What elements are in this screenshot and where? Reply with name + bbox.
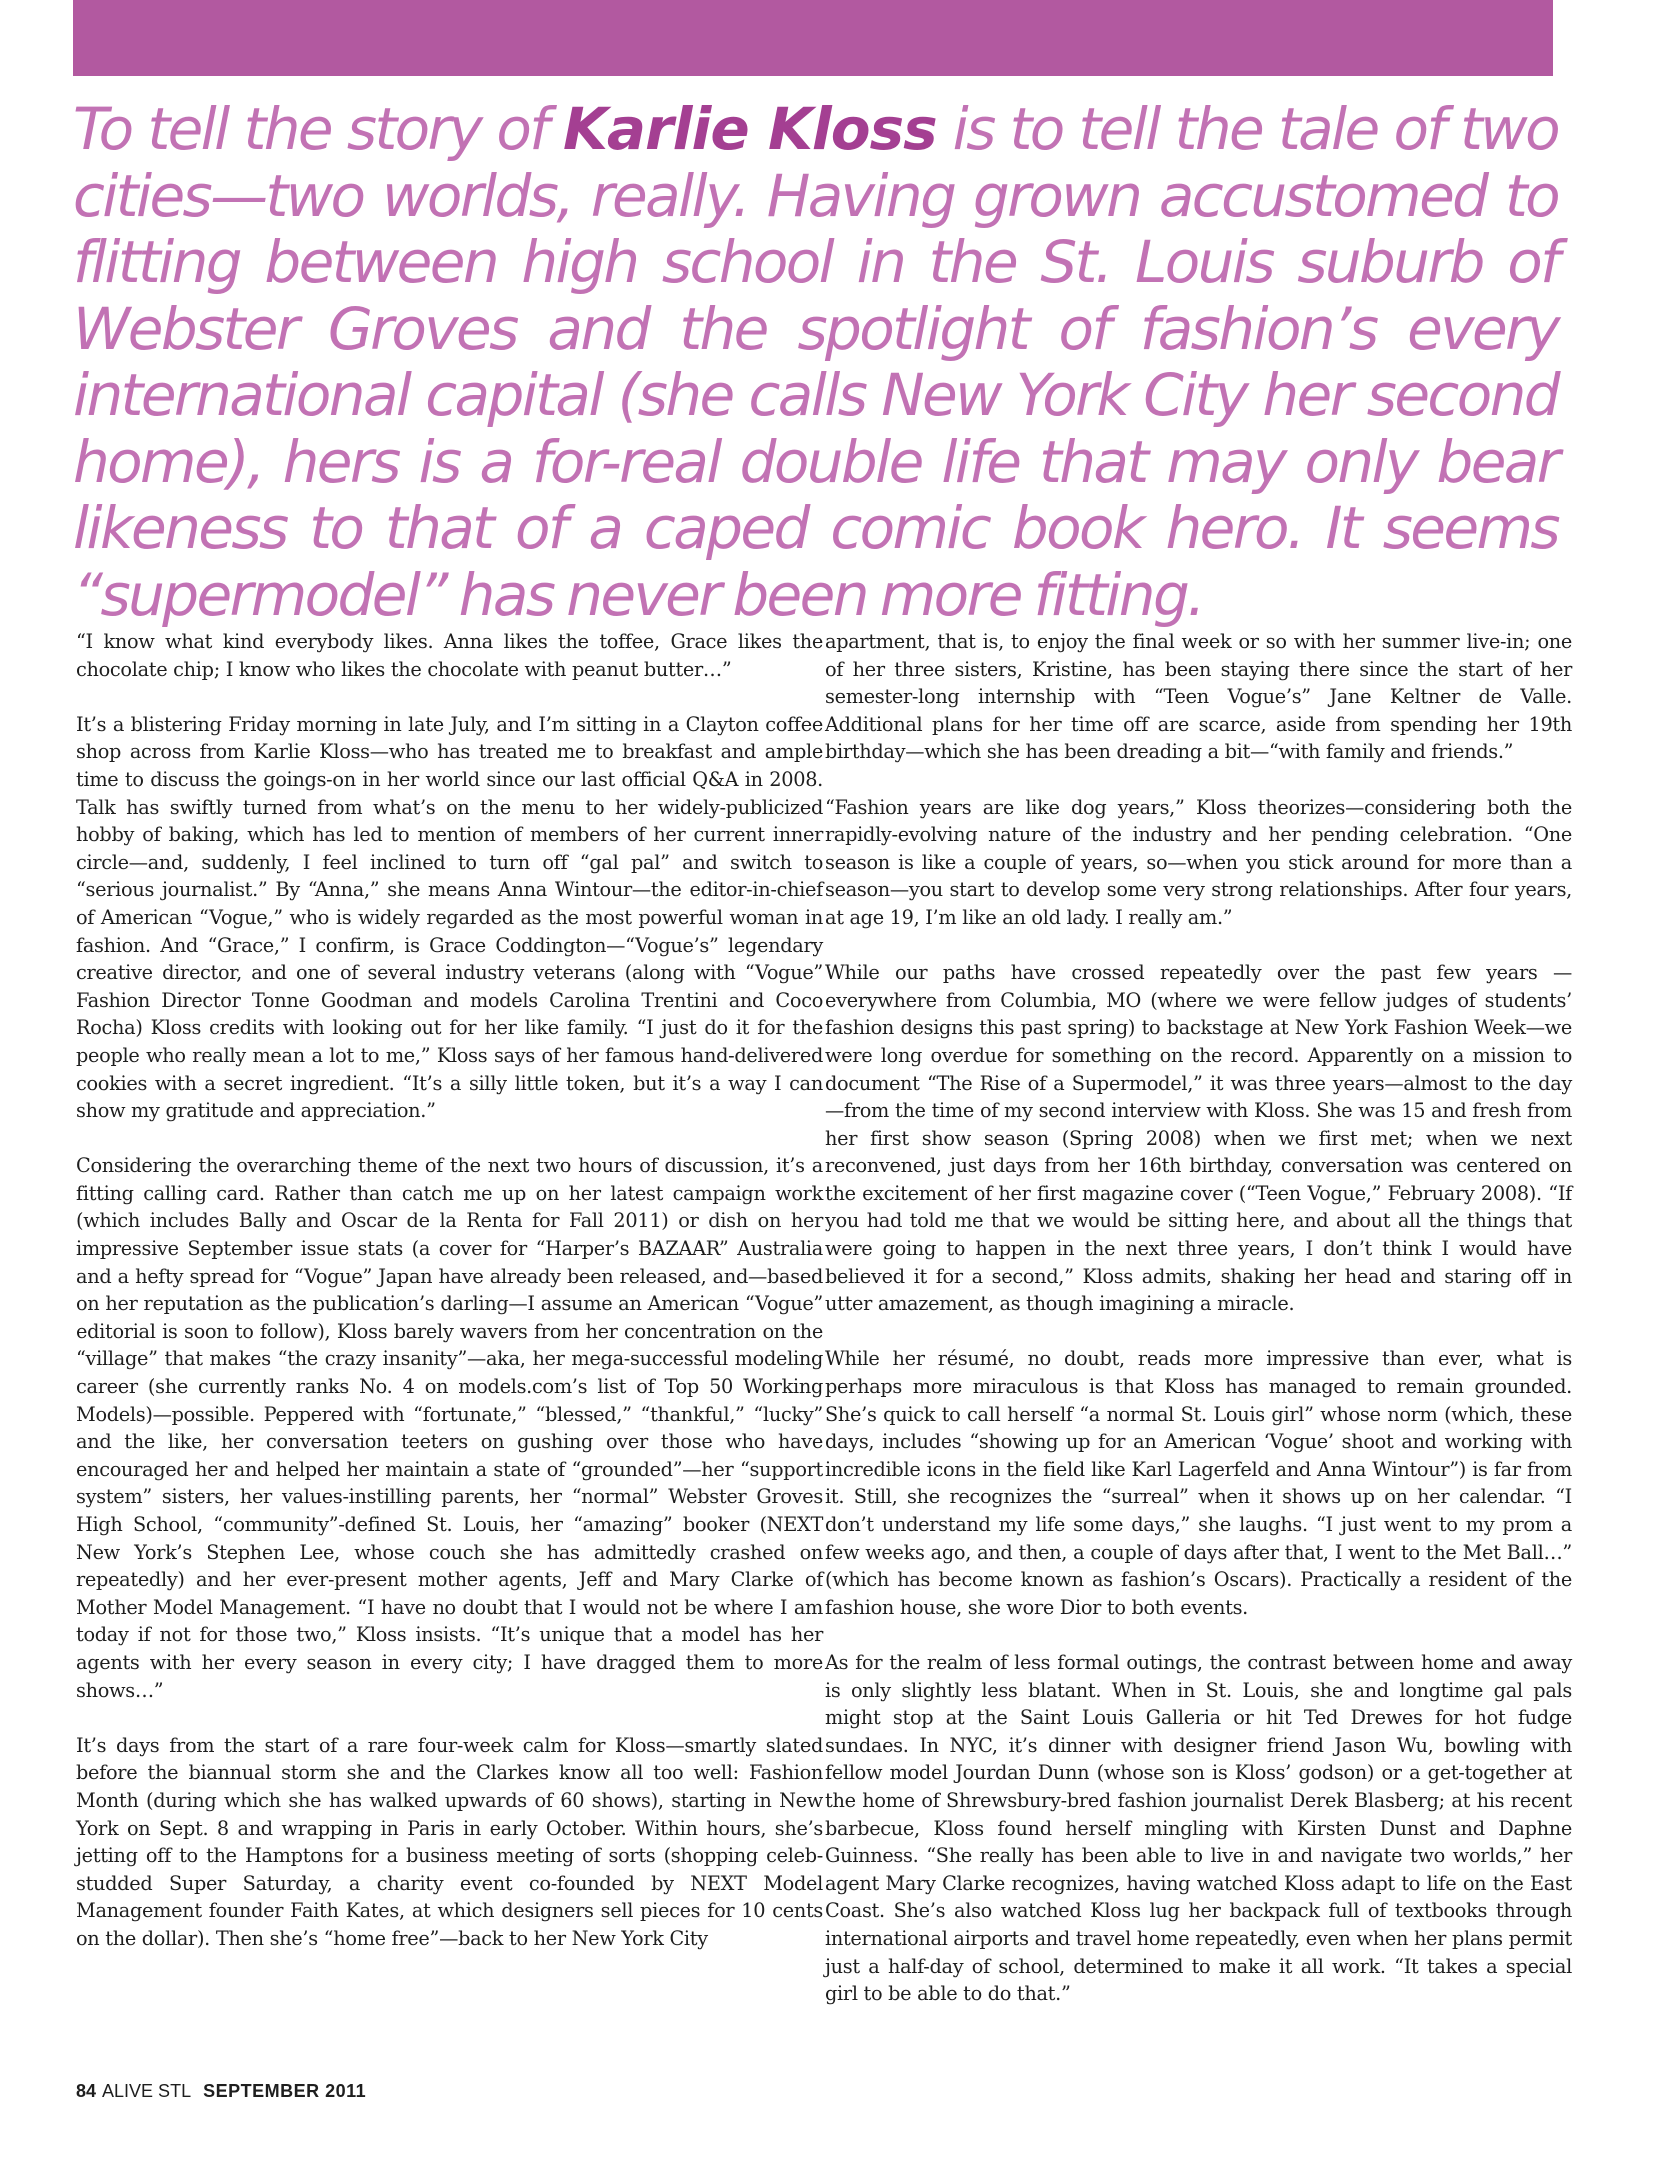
page-footer [76, 2081, 366, 2102]
header-color-bar [73, 0, 1553, 76]
body-paragraph: “I know what kind everybody likes. Anna likes the toffee, Grace likes the chocolate chip; I know who likes the chocolate with peanut butter…” [76, 630, 823, 681]
deck-intro-text: To tell the story of [73, 95, 563, 163]
body-paragraph: It’s a blistering Friday morning in late July, and I’m sitting in a Clayton coffee shop across from Karlie Kloss—who has treated me to breakfast and ample time to discuss the goings-on in her world since our last official Q&A in 2008. Talk has swiftly turned from what’s on the menu to her widely-publicized hobby of baking, which has led to mention of members of her current inner circle—and, suddenly, I feel inclined to turn off “gal pal” and switch to “serious journalist.” By “Anna,” she means Anna Wintour—the editor-in-chief of American “Vogue,” who is widely regarded as the most powerful woman in fashion. And “Grace,” I confirm, is Grace Coddington—“Vogue’s” legendary creative director, and one of several industry veterans (along with “Vogue” Fashion Director Tonne Goodman and models Carolina Trentini and Coco Rocha) Kloss credits with looking out for her like family. “I just do it for the people who really mean a lot to me,” Kloss says of her famous hand-delivered cookies with a secret ingredient. “It’s a silly little token, but it’s a way I can show my gratitude and appreciation.” [76, 712, 823, 1123]
deck-subject-name: Karlie Kloss [562, 95, 937, 163]
body-paragraph: apartment, that is, to enjoy the final week or so with her summer live-in; one of her three sisters, Kristine, has been staying there since the start of her semester-long internship with “Teen Vogue’s” Jane Keltner de Valle. Additional plans for her time off are scarce, aside from spending her 19th birthday—which she has been dreading a bit—“with family and friends.” [825, 630, 1572, 764]
issue-date: SEPTEMBER 2011 [203, 2081, 367, 2101]
body-paragraph: “Fashion years are like dog years,” Kloss theorizes—considering both the rapidly-evolving nature of the industry and her pending celebration. “One season is like a couple of years, so—when you stick around for more than a season—you start to develop some very strong relationships. After four years, at age 19, I’m like an old lady. I really am.” [825, 795, 1572, 929]
page-number: 84 [76, 2081, 97, 2101]
body-paragraph: Considering the overarching theme of the next two hours of discussion, it’s a fitting calling card. Rather than catch me up on her latest campaign work (which includes Bally and Oscar de la Renta for Fall 2011) or dish on her impressive September issue stats (a cover for “Harper’s BAZAAR” Australia and a hefty spread for “Vogue” Japan have already been released, and—based on her reputation as the publication’s darling—I assume an American “Vogue” editorial is soon to follow), Kloss barely wavers from her concentration on the “village” that makes “the crazy insanity”—aka, her mega-successful modeling career (she currently ranks No. 4 on models.com’s list of Top 50 Working Models)—possible. Peppered with “fortunate,” “blessed,” “thankful,” “lucky” and the like, her conversation teeters on gushing over those who have encouraged her and helped her maintain a state of “grounded”—her “support system” sisters, her values-instilling parents, her “normal” Webster Groves High School, “community”-defined St. Louis, her “amazing” booker (NEXT New York’s Stephen Lee, whose couch she has admittedly crashed on repeatedly) and her ever-present mother agents, Jeff and Mary Clarke of Mother Model Management. “I have no doubt that I would not be where I am today if not for those two,” Kloss insists. “It’s unique that a model has her agents with her every season in every city; I have dragged them to more shows…” [76, 1154, 823, 1702]
body-paragraph: While our paths have crossed repeatedly over the past few years —everywhere from Columbia, MO (where we were fellow judges of students’ fashion designs this past spring) to backstage at New York Fashion Week—we were long overdue for something on the record. Apparently on a mission to document “The Rise of a Supermodel,” it was three years—almost to the day—from the time of my second interview with Kloss. She was 15 and fresh from her first show season (Spring 2008) when we first met; when we next reconvened, just days from her 16th birthday, conversation was centered on the excitement of her first magazine cover (“Teen Vogue,” February 2008). “If you had told me that we would be sitting here, and about all the things that were going to happen in the next three years, I don’t think I would have believed it for a second,” Kloss admits, shaking her head and staring off in utter amazement, as though imagining a miracle. [825, 961, 1572, 1316]
body-paragraph: As for the realm of less formal outings, the contrast between home and away is only slightly less blatant. When in St. Louis, she and longtime gal pals might stop at the Saint Louis Galleria or hit Ted Drewes for hot fudge sundaes. In NYC, it’s dinner with designer friend Jason Wu, bowling with fellow model Jourdan Dunn (whose son is Kloss’ godson) or a get-together at the home of Shrewsbury-bred fashion journalist Derek Blasberg; at his recent barbecue, Kloss found herself mingling with Kirsten Dunst and Daphne Guinness. “She really has been able to live in and navigate two worlds,” her agent Mary Clarke recognizes, having watched Kloss adapt to life on the East Coast. She’s also watched Kloss lug her backpack full of textbooks through international airports and travel home repeatedly, even when her plans permit just a half-day of school, determined to make it all work. “It takes a special girl to be able to do that.” [825, 1650, 1572, 2006]
body-paragraph: It’s days from the start of a rare four-week calm for Kloss—smartly slated before the biannual storm she and the Clarkes know all too well: Fashion Month (during which she has walked upwards of 60 shows), starting in New York on Sept. 8 and wrapping in Paris in early October. Within hours, she’s jetting off to the Hamptons for a business meeting of sorts (shopping celeb-studded Super Saturday, a charity event co-founded by NEXT Model Management founder Faith Kates, at which designers sell pieces for 10 cents on the dollar). Then she’s “home free”—back to her New York City [76, 1733, 823, 1950]
magazine-name: ALIVE STL [102, 2081, 192, 2101]
deck-body-text: is to tell the tale of two cities—two worlds, really. Having grown accustomed to flitting between high school in the St. Louis suburb of Webster Groves and the spotlight of fashion’s every international capital (she calls New York City her second home), hers is a for-real double life that may only bear likeness to that of a caped comic book hero. It seems “supermodel” has never been more fitting. [73, 95, 1558, 629]
body-paragraph: While her résumé, no doubt, reads more impressive than ever, what is perhaps more miraculous is that Kloss has managed to remain grounded. She’s quick to call herself “a normal St. Louis girl” whose norm (which, these days, includes “showing up for an American ‘Vogue’ shoot and working with incredible icons in the field like Karl Lagerfeld and Anna Wintour”) is far from it. Still, she recognizes the “surreal” when it shows up on her calendar. “I don’t understand my life some days,” she laughs. “I just went to my prom a few weeks ago, and then, a couple of days after that, I went to the Met Ball…” (which has become known as fashion’s Oscars). Practically a resident of the fashion house, she wore Dior to both events. [825, 1347, 1572, 1619]
article-deck [73, 96, 1558, 628]
body-column-left [76, 628, 823, 1953]
body-column-right [825, 628, 1572, 2008]
